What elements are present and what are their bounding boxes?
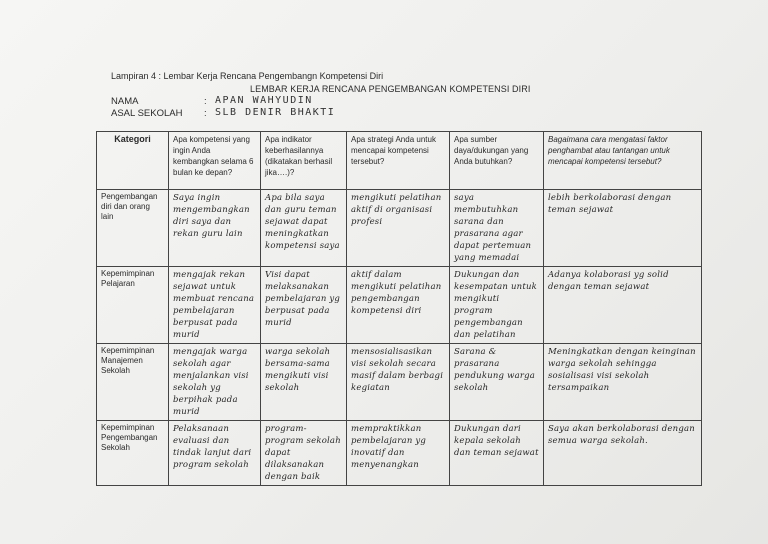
handwritten-cell: Meningkatkan dengan keinginan warga sekolah sehingga sosialisasi visi sekolah tersampaikan	[544, 344, 702, 421]
column-header-mengatasi: Bagaimana cara mengatasi faktor penghambat atau tantangan untuk mencapai kompetensi tersebut?	[544, 132, 702, 190]
row-category: Kepemimpinan Pengembangan Sekolah	[97, 421, 169, 486]
handwritten-cell: lebih berkolaborasi dengan teman sejawat	[544, 190, 702, 267]
handwritten-cell: Sarana & prasarana pendukung warga sekolah	[450, 344, 544, 421]
page-title: LEMBAR KERJA RENCANA PENGEMBANGAN KOMPETENSI DIRI	[250, 84, 531, 94]
row-category: Pengembangan diri dan orang lain	[97, 190, 169, 267]
row-category: Kepemimpinan Manajemen Sekolah	[97, 344, 169, 421]
row-category: Kepemimpinan Pelajaran	[97, 267, 169, 344]
table-row	[97, 421, 702, 486]
handwritten-cell: Visi dapat melaksanakan pembelajaran yg berpusat pada murid	[261, 267, 347, 344]
competency-table	[96, 131, 702, 486]
handwritten-cell: mensosialisasikan visi sekolah secara masif dalam berbagi kegiatan	[347, 344, 450, 421]
handwritten-cell: Saya ingin mengembangkan diri saya dan rekan guru lain	[169, 190, 261, 267]
table-row	[97, 344, 702, 421]
handwritten-cell: Adanya kolaborasi yg solid dengan teman sejawat	[544, 267, 702, 344]
name-label: NAMA	[111, 96, 139, 107]
handwritten-cell: Pelaksanaan evaluasi dan tindak lanjut dari program sekolah	[169, 421, 261, 486]
handwritten-cell: Dukungan dan kesempatan untuk mengikuti program pengembangan dan pelatihan	[450, 267, 544, 344]
handwritten-cell: mengikuti pelatihan aktif di organisasi profesi	[347, 190, 450, 267]
name-colon: :	[204, 96, 207, 107]
appendix-label: Lampiran 4 : Lembar Kerja Rencana Pengembangn Kompetensi Diri	[111, 71, 384, 81]
handwritten-cell: Saya akan berkolaborasi dengan semua warga sekolah.	[544, 421, 702, 486]
handwritten-cell: Apa bila saya dan guru teman sejawat dapat meningkatkan kompetensi saya	[261, 190, 347, 267]
school-value: SLB DENIR BHAKTI	[215, 107, 336, 118]
table-header-row	[97, 132, 702, 190]
column-header-kompetensi: Apa kompetensi yang ingin Anda kembangkan selama 6 bulan ke depan?	[169, 132, 261, 190]
handwritten-cell: program-program sekolah dapat dilaksanakan dengan baik	[261, 421, 347, 486]
handwritten-cell: aktif dalam mengikuti pelatihan pengembangan kompetensi diri	[347, 267, 450, 344]
column-header-indikator: Apa indikator keberhasilannya (dikatakan berhasil jika….)?	[261, 132, 347, 190]
school-label: ASAL SEKOLAH	[111, 108, 183, 119]
table-row	[97, 267, 702, 344]
table-row	[97, 190, 702, 267]
handwritten-cell: Dukungan dari kepala sekolah dan teman sejawat	[450, 421, 544, 486]
handwritten-cell: mengajak rekan sejawat untuk membuat rencana pembelajaran berpusat pada murid	[169, 267, 261, 344]
handwritten-cell: mempraktikkan pembelajaran yg inovatif dan menyenangkan	[347, 421, 450, 486]
handwritten-cell: mengajak warga sekolah agar menjalankan visi sekolah yg berpihak pada murid	[169, 344, 261, 421]
column-header-strategi: Apa strategi Anda untuk mencapai kompetensi tersebut?	[347, 132, 450, 190]
name-value: APAN WAHYUDIN	[215, 95, 313, 106]
column-header-kategori: Kategori	[97, 132, 169, 190]
handwritten-cell: saya membutuhkan sarana dan prasarana agar dapat pertemuan yang memadai	[450, 190, 544, 267]
handwritten-cell: warga sekolah bersama-sama mengikuti visi sekolah	[261, 344, 347, 421]
column-header-sumber-daya: Apa sumber daya/dukungan yang Anda butuhkan?	[450, 132, 544, 190]
school-colon: :	[204, 108, 207, 119]
